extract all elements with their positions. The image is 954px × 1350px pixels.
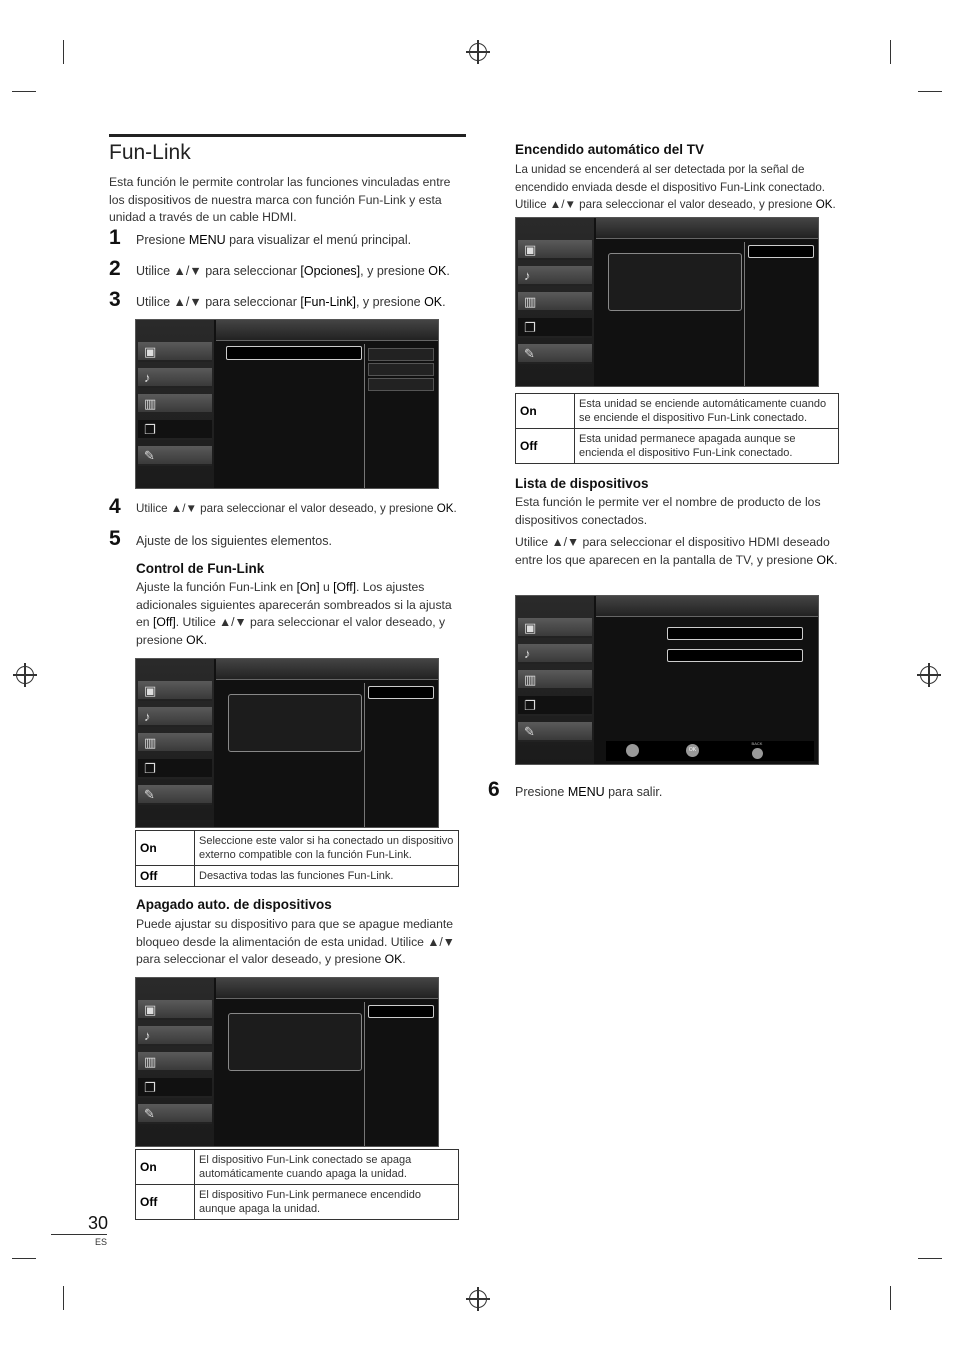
device-list-footer (606, 741, 814, 761)
crop-mark (12, 1258, 36, 1259)
menu-header-bar (216, 659, 438, 680)
step-number: 6 (488, 778, 500, 801)
option-desc: Esta unidad permanece apagada aunque se encienda el dispositivo Fun-Link conectado. (575, 429, 839, 464)
language-icon: ✎ (138, 446, 212, 466)
setup-icon: ▥ (518, 670, 592, 690)
back-button-icon (752, 748, 763, 759)
tv-menu-screen (135, 977, 439, 1147)
setup-icon: ▥ (138, 733, 212, 753)
menu-right-divider (744, 242, 745, 386)
device-row (667, 627, 803, 640)
step-number: 2 (109, 257, 121, 280)
menu-header-bar (216, 320, 438, 341)
table-row (516, 429, 839, 464)
menu-header-bar (596, 596, 818, 617)
menu-info-box (608, 253, 742, 311)
tv-menu-screen (135, 319, 439, 489)
option-desc: Esta unidad se enciende automáticamente cuando se enciende el dispositivo Fun-Link conectado. (575, 394, 839, 429)
lista-text-1: Esta función le permite ver el nombre de producto de los dispositivos conectados. (515, 495, 821, 527)
table-row (136, 1185, 459, 1220)
step-5-text: Ajuste de los siguientes elementos. (136, 534, 332, 548)
crop-mark (890, 40, 891, 64)
option-key: On (136, 1150, 195, 1185)
sound-icon: ♪ (138, 368, 212, 388)
language-icon: ✎ (138, 1104, 212, 1124)
language-icon: ✎ (518, 344, 592, 364)
picture-icon: ▣ (138, 1000, 212, 1020)
table-row (136, 1150, 459, 1185)
setup-icon: ▥ (518, 292, 592, 312)
option-key: Off (136, 866, 195, 887)
option-desc: Desactiva todas las funciones Fun-Link. (195, 866, 459, 887)
option-key: On (136, 831, 195, 866)
encendido-heading: Encendido automático del TV (515, 142, 705, 157)
intro-text: Esta función le permite controlar las funciones vinculadas entre los dispositivos de nuestra marca con función Fun-Link y esta unidad a través de un cable HDMI. (109, 175, 451, 224)
registration-mark-icon (469, 1290, 487, 1308)
tv-menu-screen (135, 658, 439, 828)
tv-device-list-screen (515, 595, 819, 765)
control-options-table (135, 830, 459, 887)
lista-text-2: Utilice ▲/▼ para seleccionar el dispositivo HDMI deseado entre los que aparecen en la pantalla de TV, y presione OK. (515, 535, 838, 567)
encendido-text: La unidad se encenderá al ser detectada por la señal de encendido enviada desde el dispositivo Fun-Link conectado. Utilice ▲/▼ para seleccionar el valor deseado, y presione OK. (515, 163, 836, 211)
apagado-heading: Apagado auto. de dispositivos (136, 897, 332, 912)
menu-header-bar (216, 978, 438, 999)
menu-selected-row (226, 346, 362, 360)
apagado-options-table (135, 1149, 459, 1220)
options-icon: ❐ (138, 420, 212, 440)
page-number-rule (51, 1234, 107, 1235)
control-text: Ajuste la función Fun-Link en [On] u [Off]. Los ajustes adicionales siguientes aparecerán sombreados si la ajusta en [Off]. Utilice ▲/▼ para seleccionar el valor deseado, y presione OK. (136, 580, 452, 647)
setup-icon: ▥ (138, 1052, 212, 1072)
sound-icon: ♪ (518, 266, 592, 286)
registration-mark-icon (16, 666, 34, 684)
step-number: 5 (109, 527, 121, 550)
sound-icon: ♪ (138, 1026, 212, 1046)
menu-option-row (368, 363, 434, 376)
crop-mark (12, 91, 36, 92)
menu-selected-value (748, 245, 814, 258)
sound-icon: ♪ (138, 707, 212, 727)
language-icon: ✎ (138, 785, 212, 805)
tv-menu-screen (515, 217, 819, 387)
step-2-text: Utilice ▲/▼ para seleccionar [Opciones], y presione OK. (136, 264, 450, 278)
table-row (136, 831, 459, 866)
registration-mark-icon (920, 666, 938, 684)
apagado-text: Puede ajustar su dispositivo para que se apague mediante bloqueo desde la alimentación de esta unidad. Utilice ▲/▼ para seleccionar el valor deseado, y presione OK. (136, 917, 455, 966)
menu-right-divider (364, 1002, 365, 1146)
options-icon: ❐ (138, 1078, 212, 1098)
step-3-text: Utilice ▲/▼ para seleccionar [Fun-Link], y presione OK. (136, 295, 446, 309)
menu-option-row (368, 378, 434, 391)
crop-mark (890, 1286, 891, 1310)
menu-info-box (228, 1013, 362, 1071)
lista-heading: Lista de dispositivos (515, 476, 649, 491)
menu-selected-value (368, 1005, 434, 1018)
option-key: On (516, 394, 575, 429)
step-number: 4 (109, 495, 121, 518)
language-icon: ✎ (518, 722, 592, 742)
crop-mark (918, 1258, 942, 1259)
option-desc: El dispositivo Fun-Link conectado se apaga automáticamente cuando apaga la unidad. (195, 1150, 459, 1185)
back-label: BACK (751, 741, 763, 746)
options-icon: ❐ (518, 318, 592, 338)
menu-info-box (228, 694, 362, 752)
picture-icon: ▣ (518, 240, 592, 260)
step-6-text: Presione MENU para salir. (515, 785, 663, 799)
menu-option-row (368, 348, 434, 361)
picture-icon: ▣ (518, 618, 592, 638)
registration-mark-icon (469, 43, 487, 61)
step-number: 1 (109, 226, 121, 249)
ok-button-icon: OK (686, 744, 699, 757)
step-1-text: Presione MENU para visualizar el menú principal. (136, 233, 412, 247)
option-desc: El dispositivo Fun-Link permanece encendido aunque apaga la unidad. (195, 1185, 459, 1220)
step-4-text: Utilice ▲/▼ para seleccionar el valor deseado, y presione OK. (136, 502, 457, 515)
table-row (516, 394, 839, 429)
crop-mark (63, 1286, 64, 1310)
encendido-options-table (515, 393, 839, 464)
menu-header-bar (596, 218, 818, 239)
crop-mark (918, 91, 942, 92)
language-code: ES (95, 1237, 108, 1247)
step-number: 3 (109, 288, 121, 311)
picture-icon: ▣ (138, 342, 212, 362)
device-row (667, 649, 803, 662)
menu-selected-value (368, 686, 434, 699)
picture-icon: ▣ (138, 681, 212, 701)
title-rule (109, 134, 466, 137)
options-icon: ❐ (518, 696, 592, 716)
crop-mark (63, 40, 64, 64)
menu-right-divider (364, 683, 365, 827)
table-row (136, 866, 459, 887)
option-desc: Seleccione este valor si ha conectado un dispositivo externo compatible con la función Fun-Link. (195, 831, 459, 866)
option-key: Off (136, 1185, 195, 1220)
menu-right-divider (364, 344, 365, 488)
options-icon: ❐ (138, 759, 212, 779)
dpad-icon (626, 744, 639, 757)
option-key: Off (516, 429, 575, 464)
setup-icon: ▥ (138, 394, 212, 414)
sound-icon: ♪ (518, 644, 592, 664)
page-number: 30 (88, 1213, 109, 1233)
page-title: Fun-Link (109, 141, 191, 164)
control-heading: Control de Fun-Link (136, 561, 265, 576)
